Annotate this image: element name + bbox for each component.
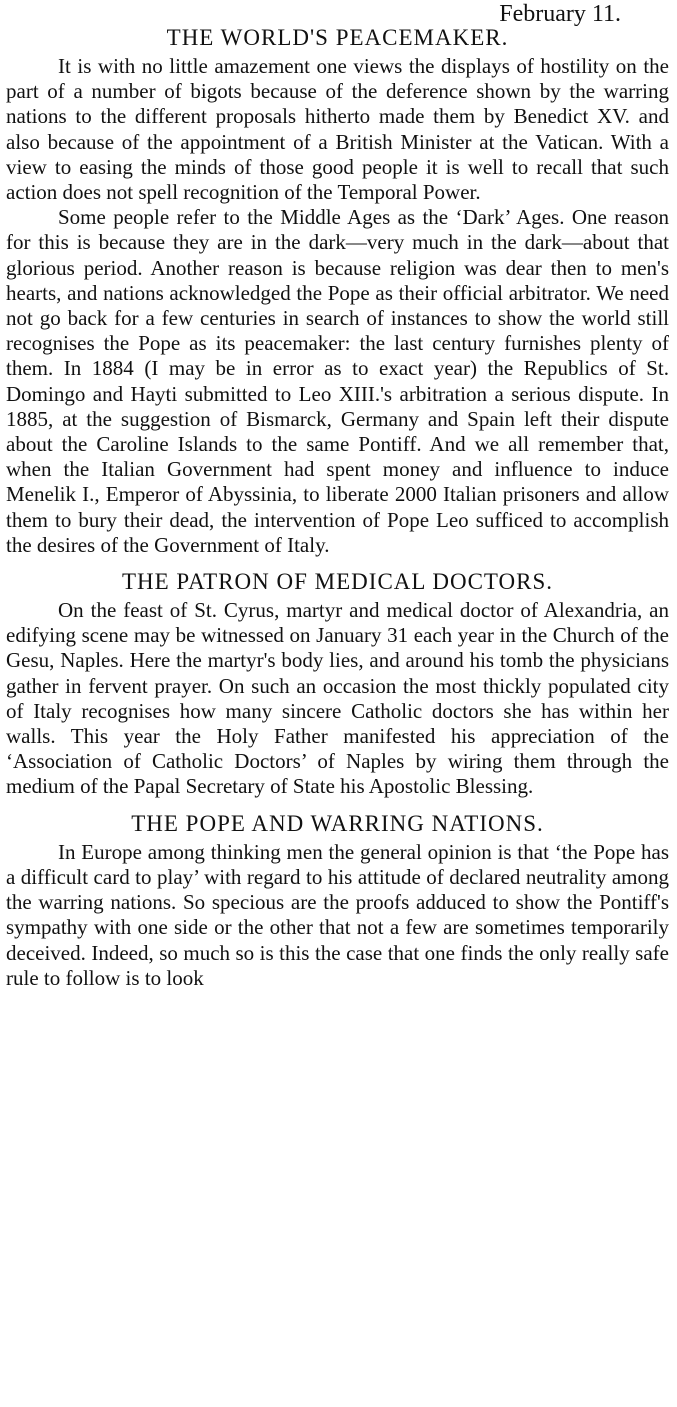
article-paragraph: In Europe among thinking men the general opinion is that ‘the Pope has a difficult card to play’ with regard to his attitude of declared neutrality among the warring nations. So specious are the proofs adduced to show the Pontiff's sympathy with one side or the other that not a few are sometimes temporarily deceived. Indeed, so much so is this the case that one finds the only really safe rule to follow is to look	[6, 839, 669, 990]
article-paragraph: On the feast of St. Cyrus, martyr and medical doctor of Alexandria, an edifying scene may be witnessed on January 31 each year in the Church of the Gesu, Naples. Here the martyr's body lies, and around his tomb the physicians gather in fervent prayer. On such an occasion the most thickly populated city of Italy recognises how many sincere Catholic doctors she has within her walls. This year the Holy Father manifested his appreciation of the ‘Association of Catholic Doctors’ of Naples by wiring them through the medium of the Papal Secretary of State his Apostolic Blessing.	[6, 598, 669, 799]
page-date: February 11.	[499, 1, 621, 27]
article-title: THE POPE AND WARRING NATIONS.	[131, 810, 544, 836]
article-paragraph: Some people refer to the Middle Ages as the ‘Dark’ Ages. One reason for this is because they are in the dark—very much in the dark—about that glorious period. Another reason is because religion was dear then to men's hearts, and nations acknowledged the Pope as their official arbitrator. We need not go back for a few centuries in search of instances to show the world still recognises the Pope as its peacemaker: the last century furnishes plenty of them. In 1884 (I may be in error as to exact year) the Republics of St. Domingo and Hayti submitted to Leo XIII.'s arbitration a serious dispute. In 1885, at the suggestion of Bismarck, Germany and Spain left their dispute about the Caroline Islands to the same Pontiff. And we all remember that, when the Italian Government had spent money and influence to induce Menelik I., Emperor of Abyssinia, to liberate 2000 Italian prisoners and allow them to bury their dead, the intervention of Pope Leo sufficed to accomplish the desires of the Government of Italy.	[6, 205, 669, 557]
article-title: THE WORLD'S PEACEMAKER.	[166, 25, 509, 50]
article-pope-and-warring-nations	[6, 810, 669, 991]
article-patron-of-medical-doctors	[6, 568, 669, 800]
article-worlds-peacemaker	[6, 0, 669, 558]
article-title: THE PATRON OF MEDICAL DOCTORS.	[121, 569, 554, 595]
article-paragraph: It is with no little amazement one views the displays of hostility on the part of a number of bigots because of the deference shown by the warring nations to the different proposals hitherto made them by Benedict XV. and also because of the appointment of a British Minister at the Vatican. With a view to easing the minds of those good people it is well to recall that such action does not spell recognition of the Temporal Power.	[6, 54, 669, 205]
